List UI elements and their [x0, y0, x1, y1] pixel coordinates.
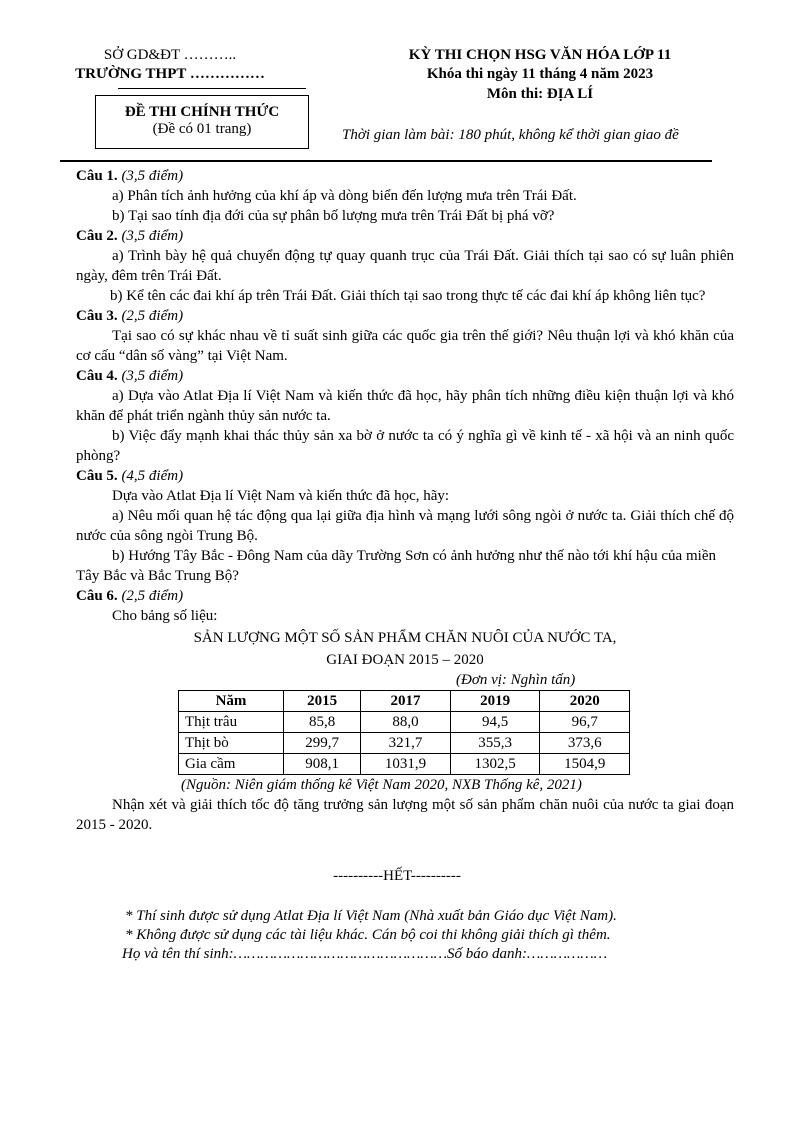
question-5-intro: Dựa vào Atlat Địa lí Việt Nam và kiến thức đã học, hãy: — [112, 488, 450, 504]
question-6-task: Nhận xét và giải thích tốc độ tăng trưởng sản lượng một số sản phẩm chăn nuôi của nước ta giai đoạn 2015 - 2020. — [76, 797, 734, 833]
note-no-materials: * Không được sử dụng các tài liệu khác. Cán bộ coi thi không giải thích gì thêm. — [125, 927, 611, 943]
question-points: (4,5 điểm) — [121, 468, 184, 484]
question-points: (3,5 điểm) — [121, 168, 184, 184]
question-points: (3,5 điểm) — [121, 368, 184, 384]
table-cell: 88,0 — [361, 712, 451, 733]
question-1a: a) Phân tích ảnh hưởng của khí áp và dòng biển đến lượng mưa trên Trái Đất. — [112, 188, 577, 204]
table-header-cell: 2019 — [450, 691, 540, 712]
exam-body — [76, 166, 734, 835]
table-cell: 373,6 — [540, 733, 630, 754]
question-2a: a) Trình bày hệ quả chuyển động tự quay quanh trục của Trái Đất. Giải thích tại sao có sự luân phiên ngày, đêm trên Trái Đất. — [76, 248, 734, 284]
question-4-heading — [76, 366, 734, 386]
table-row — [179, 712, 630, 733]
table-cell: Thịt trâu — [179, 712, 284, 733]
header-underline-left — [118, 88, 306, 89]
official-stamp-box — [95, 95, 309, 149]
question-label: Câu 5. — [76, 468, 118, 484]
table-cell: Thịt bò — [179, 733, 284, 754]
table-header-cell: Năm — [179, 691, 284, 712]
official-label: ĐỀ THI CHÍNH THỨC — [124, 104, 280, 120]
question-6-intro: Cho bảng số liệu: — [112, 608, 218, 624]
question-3-heading — [76, 306, 734, 326]
table-row — [179, 754, 630, 775]
note-atlas: * Thí sinh được sử dụng Atlat Địa lí Việt Nam (Nhà xuất bản Giáo dục Việt Nam). — [125, 908, 617, 924]
table-cell: 1504,9 — [540, 754, 630, 775]
question-label: Câu 4. — [76, 368, 118, 384]
table-title-2: GIAI ĐOẠN 2015 – 2020 — [326, 652, 484, 668]
question-label: Câu 1. — [76, 168, 118, 184]
question-6-heading — [76, 586, 734, 606]
question-2b: b) Kể tên các đai khí áp trên Trái Đất. Giải thích tại sao trong thực tế các đai khí áp không liên tục? — [110, 288, 706, 304]
question-1b: b) Tại sao tính địa đới của sự phân bố lượng mưa trên Trái Đất bị phá vỡ? — [112, 208, 555, 224]
question-5b: b) Hướng Tây Bắc - Đông Nam của dãy Trường Sơn có ảnh hưởng như thế nào tới khí hậu của miền Tây Bắc và Bắc Trung Bộ? — [76, 548, 716, 584]
question-points: (2,5 điểm) — [121, 588, 184, 604]
question-3-text: Tại sao có sự khác nhau về tỉ suất sinh giữa các quốc gia trên thế giới? Nêu thuận lợi và khó khăn của cơ cấu “dân số vàng” tại Việt Nam. — [76, 328, 734, 364]
table-source: (Nguồn: Niên giám thống kê Việt Nam 2020, NXB Thống kê, 2021) — [181, 777, 582, 793]
table-cell: 299,7 — [284, 733, 361, 754]
table-header-row — [179, 691, 630, 712]
table-cell: 1302,5 — [450, 754, 540, 775]
table-title-1: SẢN LƯỢNG MỘT SỐ SẢN PHẨM CHĂN NUÔI CỦA NƯỚC TA, — [193, 630, 617, 646]
question-2-heading — [76, 226, 734, 246]
table-unit: (Đơn vị: Nghìn tấn) — [456, 672, 576, 688]
question-5-heading — [76, 466, 734, 486]
exam-title: KỲ THI CHỌN HSG VĂN HÓA LỚP 11 — [408, 47, 672, 63]
department-line: SỞ GD&ĐT ……….. — [103, 47, 237, 63]
end-marker: ----------HẾT---------- — [333, 868, 461, 884]
question-points: (2,5 điểm) — [121, 308, 184, 324]
question-5a: a) Nêu mối quan hệ tác động qua lại giữa địa hình và mạng lưới sông ngòi ở nước ta. Giải thích chế độ nước của sông ngòi Trung Bộ. — [76, 508, 734, 544]
table-row — [179, 733, 630, 754]
table-header-cell: 2017 — [361, 691, 451, 712]
header-separator — [60, 160, 712, 162]
question-4a: a) Dựa vào Atlat Địa lí Việt Nam và kiến thức đã học, hãy phân tích những điều kiện thuận lợi và khó khăn để phát triển ngành thủy sản nước ta. — [76, 388, 734, 424]
question-4b: b) Việc đẩy mạnh khai thác thủy sản xa bờ ở nước ta có ý nghĩa gì về kinh tế - xã hội và an ninh quốc phòng? — [76, 428, 734, 464]
page-count: (Đề có 01 trang) — [152, 121, 252, 137]
table-cell: 321,7 — [361, 733, 451, 754]
table-cell: 908,1 — [284, 754, 361, 775]
livestock-table — [178, 690, 630, 775]
candidate-info-line: Họ và tên thí sinh:…………………………………………Số báo danh:……………… — [122, 946, 608, 962]
table-cell: 1031,9 — [361, 754, 451, 775]
question-label: Câu 3. — [76, 308, 118, 324]
question-1-heading — [76, 166, 734, 186]
school-line: TRƯỜNG THPT …………… — [75, 66, 265, 82]
question-label: Câu 2. — [76, 228, 118, 244]
exam-duration: Thời gian làm bài: 180 phút, không kể thời gian giao đề — [342, 127, 679, 143]
table-header-cell: 2020 — [540, 691, 630, 712]
table-cell: 96,7 — [540, 712, 630, 733]
exam-date: Khóa thi ngày 11 tháng 4 năm 2023 — [426, 66, 654, 82]
question-label: Câu 6. — [76, 588, 118, 604]
question-points: (3,5 điểm) — [121, 228, 184, 244]
exam-subject: Môn thi: ĐỊA LÍ — [486, 86, 594, 102]
table-cell: 85,8 — [284, 712, 361, 733]
table-cell: Gia cầm — [179, 754, 284, 775]
table-cell: 94,5 — [450, 712, 540, 733]
table-header-cell: 2015 — [284, 691, 361, 712]
table-cell: 355,3 — [450, 733, 540, 754]
